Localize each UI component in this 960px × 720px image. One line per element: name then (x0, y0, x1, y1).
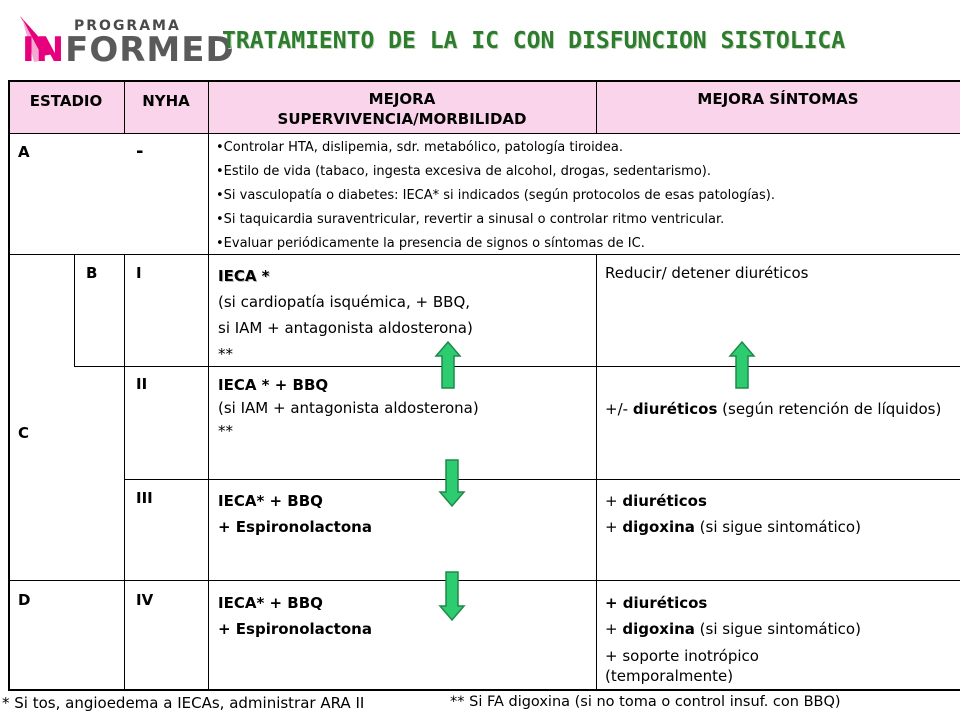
row-d-estadio: D (18, 591, 31, 609)
arrow-down-icon (438, 570, 466, 622)
row-d-sint-l2-post: (si sigue sintomático) (694, 620, 861, 638)
row-d-sintomas (605, 590, 955, 686)
header-estadio-label: ESTADIO (29, 92, 103, 110)
row-d-sint-line2 (605, 616, 955, 642)
row-b-nyha: I (136, 264, 142, 282)
row-a-recommendations (216, 136, 956, 256)
header-nyha-label: NYHA (142, 92, 190, 110)
row-c-iii-sint-l1-pre: + (605, 492, 623, 510)
row-d-superv-line: IECA* + BBQ (218, 594, 323, 612)
row-c-iii-sint-line2 (605, 514, 955, 540)
row-c-estadio: C (18, 424, 30, 442)
header-mejora-sintomas (596, 81, 960, 133)
arrow-up-icon (728, 340, 756, 390)
table-rule (124, 479, 960, 480)
page-title: TRATAMIENTO DE LA IC CON DISFUNCION SISTOLICA (222, 28, 846, 54)
row-a-bullet: • Controlar HTA, dislipemia, sdr. metabólico, patología tiroidea. (216, 136, 956, 160)
row-d-superv-line: + Espironolactona (218, 620, 372, 638)
table-rule (74, 366, 960, 367)
row-c-iii-sintomas (605, 488, 955, 540)
row-c-nyha-ii: II (136, 375, 148, 393)
table-col-divider (596, 80, 597, 134)
table-col-divider (124, 80, 125, 134)
row-d-sint-line3: + soporte inotrópico (605, 647, 759, 665)
header-mejora-supervivencia-l1: MEJORA (368, 90, 436, 108)
header-mejora-supervivencia (208, 81, 596, 133)
row-d-sint-l2-bold: digoxina (622, 620, 695, 638)
row-c-iii-sint-l2-pre: + (605, 518, 623, 536)
table-col-divider (124, 254, 125, 691)
table-col-divider (596, 254, 597, 691)
row-c-iii-sint-l2-post: (si sigue sintomático) (694, 518, 861, 536)
table-border-left (8, 80, 10, 691)
table-border-top (8, 80, 960, 82)
row-d-sint-line1: + diuréticos (605, 594, 708, 612)
row-a-bullet-list (216, 136, 956, 256)
row-c-ii-sint-post: (según retención de líquidos) (717, 400, 942, 418)
row-d-sint-line4: (temporalmente) (605, 667, 734, 685)
table-col-divider (208, 80, 209, 691)
row-c-ii-superv-line: ** (218, 422, 233, 440)
row-b-superv-line: (si cardiopatía isquémica, + BBQ, (218, 293, 471, 311)
row-b-supervivencia (218, 263, 588, 367)
footnote-ieca: * Si tos, angioedema a IECAs, administrar ARA II (2, 694, 365, 712)
row-c-ii-superv-title: IECA * + BBQ (218, 376, 329, 394)
row-c-ii-sint-bold: diuréticos (632, 400, 718, 418)
row-a-bullet: • Si taquicardia suraventricular, revertir a sinusal o controlar ritmo ventricular. (216, 208, 956, 232)
row-b-superv-line: si IAM + antagonista aldosterona) (218, 319, 473, 337)
row-a-bullet: • Evaluar periódicamente la presencia de signos o síntomas de IC. (216, 232, 956, 256)
table-border-bottom (8, 689, 960, 691)
row-c-iii-sint-l2-bold: digoxina (622, 518, 695, 536)
table-rule (8, 254, 960, 255)
row-b-estadio: B (86, 264, 98, 282)
row-c-ii-supervivencia (218, 374, 588, 443)
row-c-iii-sint-line1 (605, 488, 955, 514)
row-b-superv-title: IECA * (218, 267, 270, 285)
row-c-iii-sint-l1-bold: diuréticos (622, 492, 707, 510)
row-d-sint-l2-pre: + (605, 620, 623, 638)
row-b-superv-line: ** (218, 345, 233, 363)
row-c-iii-superv-line: IECA* + BBQ (218, 492, 323, 510)
row-c-ii-sintomas (605, 399, 955, 419)
row-a-nyha: - (136, 142, 144, 162)
row-a-estadio: A (18, 143, 30, 161)
footnote-digoxina: ** Si FA digoxina (si no toma o control insuf. con BBQ) (450, 694, 841, 710)
table-rule (8, 580, 960, 581)
header-mejora-supervivencia-l2: SUPERVIVENCIA/MORBILIDAD (277, 110, 527, 128)
header-mejora-sintomas-label: MEJORA SÍNTOMAS (697, 90, 859, 108)
logo-wordmark-formed: FORMED (65, 30, 235, 70)
header-nyha (124, 81, 208, 133)
header-estadio (8, 81, 124, 133)
row-a-bullet: • Si vasculopatía o diabetes: IECA* si indicados (según protocolos de esas patologías). (216, 184, 956, 208)
logo-wordmark-in: IN (22, 30, 66, 70)
row-d-nyha: IV (136, 591, 154, 609)
row-a-bullet: • Estilo de vida (tabaco, ingesta excesiva de alcohol, drogas, sedentarismo). (216, 160, 956, 184)
arrow-up-icon (434, 340, 462, 390)
row-c-ii-superv-line: (si IAM + antagonista aldosterona) (218, 399, 479, 417)
table-rule (8, 133, 960, 134)
row-c-iii-superv-line: + Espironolactona (218, 518, 372, 536)
row-b-sintomas: Reducir/ detener diuréticos (605, 264, 809, 282)
row-c-nyha-iii: III (136, 489, 153, 507)
table-col-divider (74, 254, 75, 366)
arrow-down-icon (438, 458, 466, 508)
row-c-ii-sint-pre: +/- (605, 400, 633, 418)
logo-program-label: PROGRAMA (74, 18, 181, 34)
row-d-supervivencia (218, 590, 588, 642)
row-c-iii-supervivencia (218, 488, 588, 540)
